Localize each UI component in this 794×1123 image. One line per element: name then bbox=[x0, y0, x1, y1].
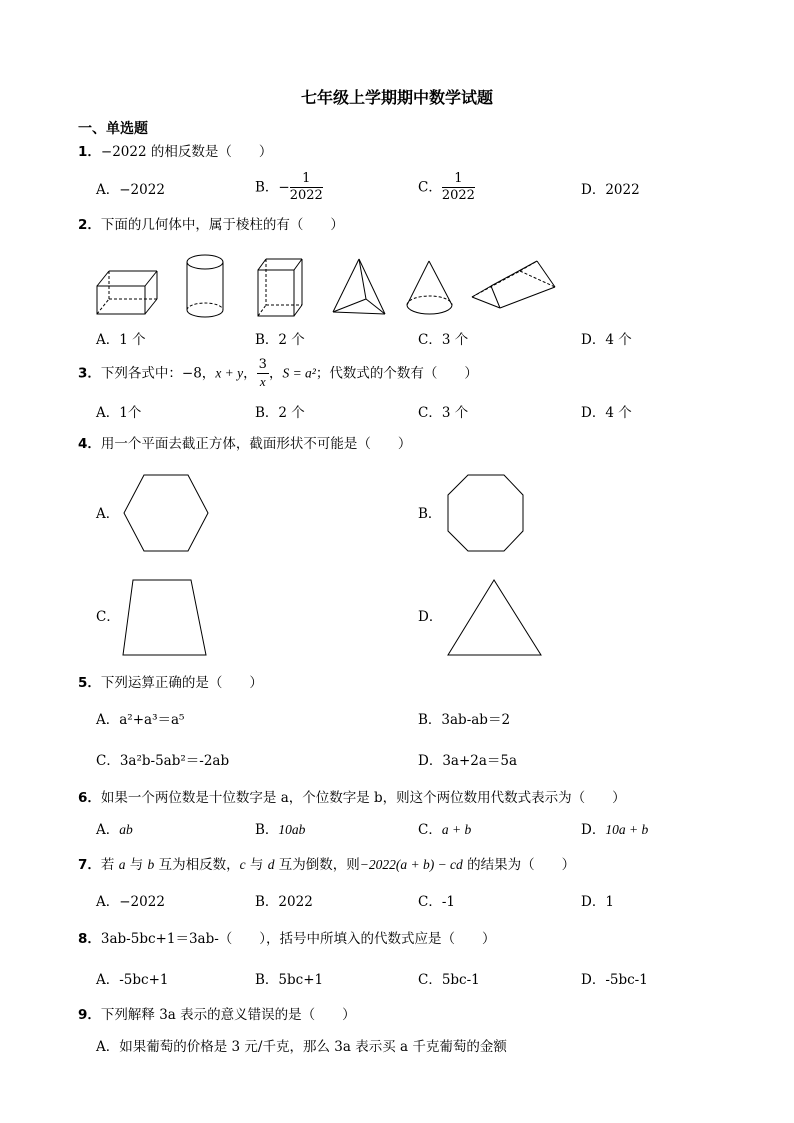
q1-option-d: D．2022 bbox=[581, 182, 640, 198]
q2-option-d: D．4 个 bbox=[581, 332, 632, 348]
q4-option-d: D． bbox=[418, 609, 443, 625]
trapezoid-icon bbox=[123, 580, 206, 655]
q7-option-d: D．1 bbox=[581, 894, 614, 910]
cylinder-icon bbox=[187, 255, 223, 317]
q8-option-d: D．-5bc-1 bbox=[581, 972, 648, 988]
page-title: 七年级上学期期中数学试题 bbox=[300, 88, 493, 107]
option-prefix: B．− bbox=[255, 179, 290, 196]
question-number: 4． bbox=[78, 436, 101, 452]
option-label: A． bbox=[96, 822, 120, 838]
q4-option-a: A． bbox=[96, 506, 120, 522]
question-stem: ；代数式的个数有（ ） bbox=[315, 365, 478, 382]
math-variable: a bbox=[118, 857, 126, 872]
q5-option-a: A．a²+a³＝a⁵ bbox=[96, 712, 185, 728]
math-expression: 10a + b bbox=[605, 822, 649, 837]
question-6 bbox=[78, 792, 626, 806]
math-variable: c bbox=[239, 857, 246, 872]
question-5 bbox=[78, 677, 263, 691]
q5-option-d: D．3a+2a＝5a bbox=[418, 753, 518, 769]
cuboid-icon bbox=[97, 271, 157, 314]
question-number: 6． bbox=[78, 790, 101, 806]
question-3 bbox=[78, 358, 478, 390]
question-stem: 3ab-5bc+1＝3ab-（ ），括号中所填入的代数式应是（ ） bbox=[100, 931, 496, 947]
question-stem: 若 bbox=[100, 857, 119, 873]
q5-option-b: B．3ab-ab＝2 bbox=[418, 712, 511, 728]
q3-option-b: B．2 个 bbox=[255, 405, 305, 421]
q8-option-c: C．5bc-1 bbox=[418, 972, 480, 988]
option-label: B． bbox=[255, 822, 279, 838]
q8-option-b: B．5bc+1 bbox=[255, 972, 324, 988]
question-stem: 互为倒数，则 bbox=[274, 857, 360, 873]
square-prism-icon bbox=[258, 259, 302, 316]
q3-option-d: D．4 个 bbox=[581, 405, 632, 421]
question-7 bbox=[78, 858, 575, 873]
triangular-prism-icon bbox=[472, 261, 555, 308]
q8-option-a: A．-5bc+1 bbox=[96, 972, 169, 988]
q2-option-a: A．1 个 bbox=[96, 332, 146, 348]
question-9 bbox=[78, 1009, 356, 1023]
math-expression: 10ab bbox=[278, 822, 306, 837]
option-label: C． bbox=[418, 822, 442, 838]
fraction bbox=[257, 358, 269, 390]
q6-option-d bbox=[581, 823, 648, 838]
question-stem: −2022 的相反数是（ ） bbox=[100, 144, 273, 160]
question-stem: 与 bbox=[125, 857, 148, 873]
cone-icon bbox=[407, 261, 452, 314]
section-heading: 一、单选题 bbox=[78, 121, 148, 137]
octagon-icon bbox=[448, 475, 523, 551]
pyramid-icon bbox=[333, 259, 385, 314]
question-stem: 下列运算正确的是（ ） bbox=[100, 675, 263, 691]
question-stem: 互为相反数， bbox=[154, 857, 240, 873]
q2-option-b: B．2 个 bbox=[255, 332, 305, 348]
q4-option-c: C． bbox=[96, 609, 120, 625]
question-4 bbox=[78, 438, 411, 452]
math-variable: d bbox=[267, 857, 275, 872]
separator: ， bbox=[243, 365, 257, 382]
q3-option-a: A．1个 bbox=[96, 405, 142, 421]
question-number: 7． bbox=[78, 857, 101, 873]
separator: ， bbox=[268, 365, 283, 382]
q5-option-c: C．3a²b-5ab²＝-2ab bbox=[96, 753, 230, 769]
q6-option-b bbox=[255, 823, 305, 838]
option-prefix: C． bbox=[418, 179, 442, 196]
math-expression: x + y bbox=[215, 365, 244, 381]
denominator: x bbox=[259, 374, 266, 390]
question-number: 1． bbox=[78, 144, 101, 160]
math-expression: S = a² bbox=[282, 365, 316, 381]
question-stem: 下面的几何体中，属于棱柱的有（ ） bbox=[100, 217, 344, 233]
question-number: 2． bbox=[78, 217, 101, 233]
math-expression: ab bbox=[119, 822, 133, 837]
numerator: 1 bbox=[290, 172, 323, 188]
q7-option-c: C．-1 bbox=[418, 894, 455, 910]
q4-option-b: B． bbox=[418, 506, 442, 522]
question-stem: 如果一个两位数是十位数字是 a，个位数字是 b，则这个两位数用代数式表示为（ ） bbox=[100, 790, 626, 806]
denominator: 2022 bbox=[289, 188, 323, 204]
question-number: 8． bbox=[78, 931, 101, 947]
triangle-icon bbox=[448, 580, 541, 655]
denominator: 2022 bbox=[441, 188, 475, 204]
math-expression: a + b bbox=[441, 822, 472, 837]
q3-option-c: C．3 个 bbox=[418, 405, 469, 421]
question-8 bbox=[78, 933, 496, 947]
q6-option-a bbox=[96, 823, 133, 838]
q2-option-c: C．3 个 bbox=[418, 332, 469, 348]
question-stem: 的结果为（ ） bbox=[462, 857, 576, 873]
numerator: 3 bbox=[257, 358, 269, 374]
q7-option-b: B．2022 bbox=[255, 894, 313, 910]
q1-option-a: A．−2022 bbox=[96, 182, 165, 198]
question-stem: 下列解释 3a 表示的意义错误的是（ ） bbox=[100, 1007, 356, 1023]
question-number: 9． bbox=[78, 1007, 101, 1023]
option-label: D． bbox=[581, 822, 606, 838]
numerator: 1 bbox=[442, 172, 475, 188]
math-variable: b bbox=[147, 857, 155, 872]
question-stem: 用一个平面去截正方体，截面形状不可能是（ ） bbox=[100, 436, 412, 452]
hexagon-icon bbox=[124, 475, 208, 551]
math-expression: −2022(a + b) − cd bbox=[359, 857, 463, 872]
q9-option-a: A．如果葡萄的价格是 3 元/千克，那么 3a 表示买 a 千克葡萄的金额 bbox=[96, 1039, 507, 1055]
question-stem: 与 bbox=[245, 857, 268, 873]
q6-option-c bbox=[418, 823, 471, 838]
question-stem: 下列各式中：−8， bbox=[100, 365, 216, 382]
q7-option-a: A．−2022 bbox=[96, 894, 165, 910]
question-number: 5． bbox=[78, 675, 101, 691]
question-number: 3． bbox=[78, 365, 101, 382]
